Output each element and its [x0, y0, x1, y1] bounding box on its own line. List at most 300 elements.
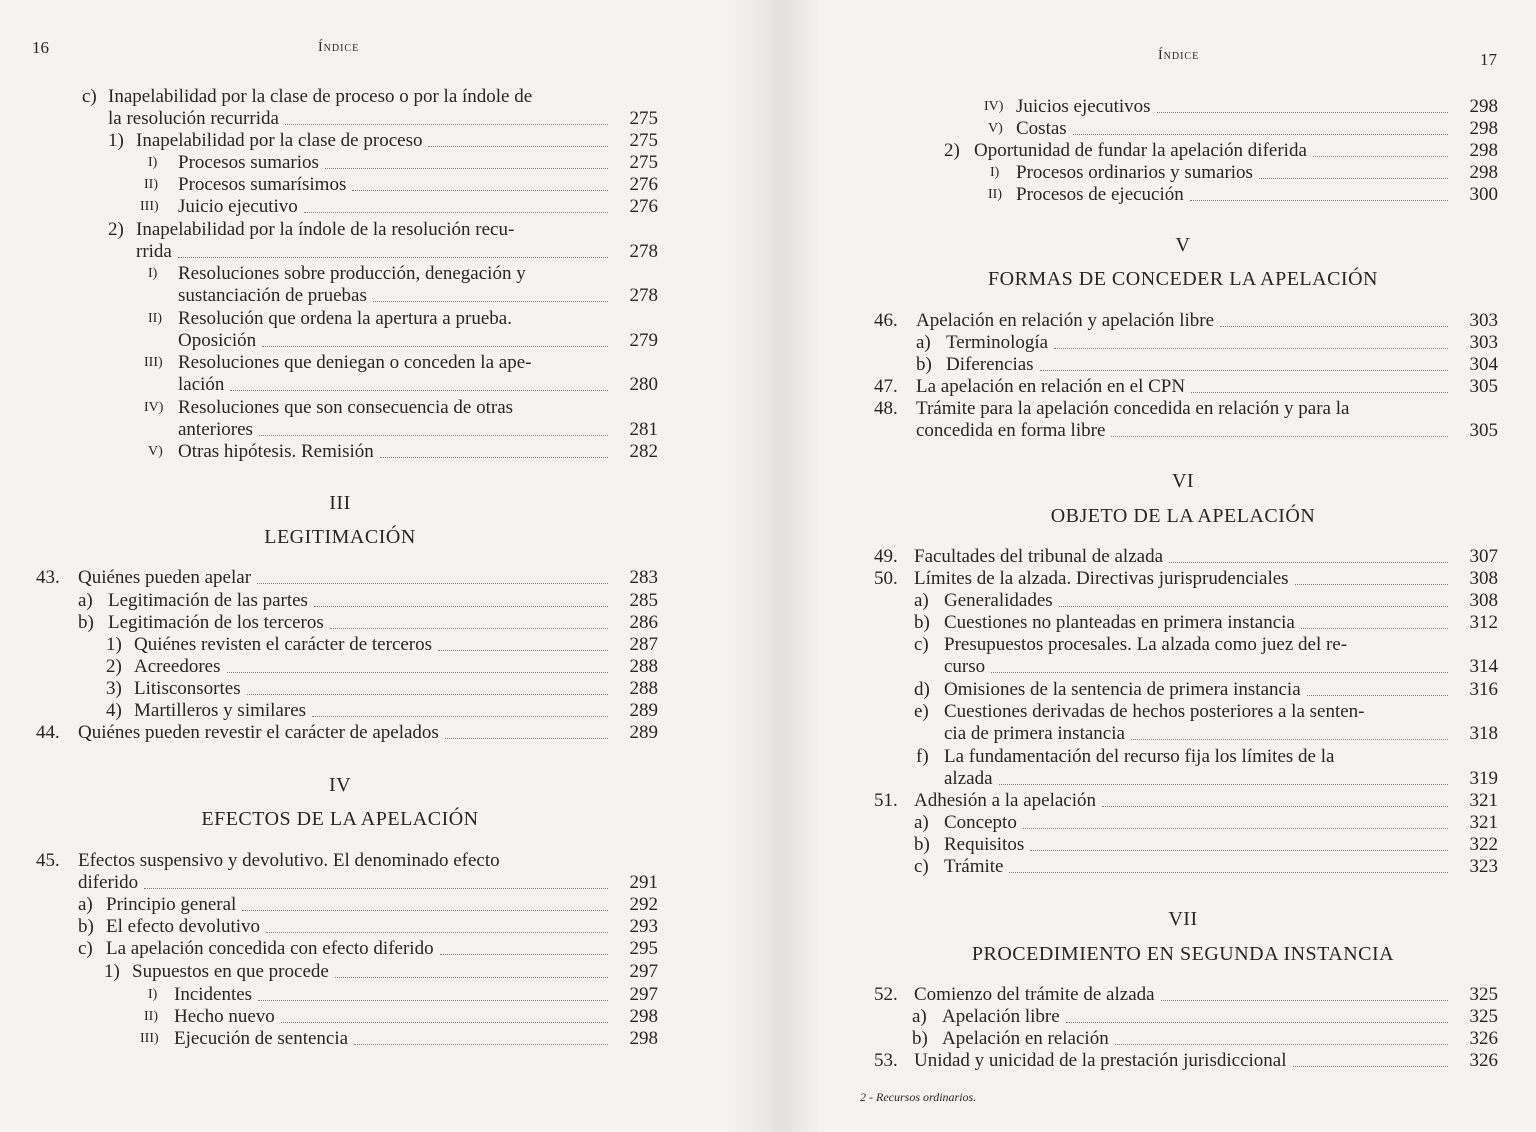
section-title: LEGITIMACIÓN [264, 526, 416, 548]
toc-entry-number: 45. [36, 850, 60, 871]
dot-leader [1131, 739, 1448, 740]
dot-leader [1066, 1022, 1448, 1023]
toc-entry-number: I) [148, 266, 158, 281]
toc-entry-text: Costas [1016, 118, 1067, 139]
dot-leader [1307, 695, 1448, 696]
toc-page-number: 298 [1469, 140, 1498, 161]
toc-entry [916, 376, 1498, 398]
toc-entry-number: 52. [874, 984, 898, 1005]
toc-entry [134, 700, 658, 722]
toc-entry-number: IV) [144, 400, 164, 415]
toc-entry [178, 285, 658, 307]
toc-entry [944, 856, 1498, 878]
toc-entry-text: Diferencias [946, 354, 1034, 375]
dot-leader [428, 146, 607, 147]
toc-entry-text: La apelación en relación en el CPN [916, 376, 1186, 397]
toc-page-number: 319 [1469, 768, 1498, 789]
toc-entry-number: 1) [108, 130, 124, 151]
dot-leader [304, 212, 608, 213]
toc-entry [946, 332, 1498, 354]
toc-entry [178, 352, 658, 374]
toc-entry-text: Legitimación de las partes [108, 590, 308, 611]
dot-leader [285, 124, 608, 125]
toc-page-number: 287 [629, 634, 658, 655]
toc-entry-text: Resolución que ordena la apertura a prueba. [178, 308, 512, 329]
dot-leader [1115, 1044, 1448, 1045]
toc-entry-number: 51. [874, 790, 898, 811]
toc-page-number: 279 [629, 330, 658, 351]
toc-entry-number: c) [82, 86, 97, 107]
toc-page-number: 282 [629, 441, 658, 462]
toc-entry-number: 47. [874, 376, 898, 397]
dot-leader [1313, 156, 1448, 157]
toc-entry [916, 420, 1498, 442]
toc-page-number: 303 [1469, 332, 1498, 353]
toc-page-number: 275 [629, 130, 658, 151]
toc-entry [944, 679, 1498, 701]
toc-entry [178, 397, 658, 419]
toc-entry-number: 1) [104, 961, 120, 982]
toc-entry-text: Inapelabilidad por la clase de proceso o por la índole de [108, 86, 533, 107]
toc-entry-text: Límites de la alzada. Directivas jurisprudenciales [914, 568, 1289, 589]
toc-page-number: 285 [629, 590, 658, 611]
dot-leader [991, 672, 1447, 673]
toc-entry-number: b) [912, 1028, 928, 1049]
toc-entry-text: Supuestos en que procede [132, 961, 329, 982]
right-page [768, 0, 1536, 1132]
toc-entry [78, 567, 658, 589]
toc-entry-number: f) [916, 746, 929, 767]
toc-entry-text: Trámite [944, 856, 1004, 877]
toc-entry-text: Hecho nuevo [174, 1006, 275, 1027]
toc-entry-text: Generalidades [944, 590, 1053, 611]
toc-page-number: 297 [629, 984, 658, 1005]
dot-leader [445, 738, 608, 739]
toc-page-number: 297 [629, 961, 658, 982]
toc-page-number: 316 [1469, 679, 1498, 700]
toc-entry-text: curso [944, 656, 986, 677]
toc-page-number: 326 [1469, 1028, 1498, 1049]
toc-page-number: 280 [629, 374, 658, 395]
toc-page-number: 298 [1469, 96, 1498, 117]
toc-entry-text: Requisitos [944, 834, 1025, 855]
toc-entry-number: 2) [106, 656, 122, 677]
toc-entry-text: Comienzo del trámite de alzada [914, 984, 1155, 1005]
toc-entry-number: 1) [106, 634, 122, 655]
toc-page-number: 325 [1469, 984, 1498, 1005]
toc-entry-number: II) [148, 311, 162, 326]
toc-page-number: 275 [629, 108, 658, 129]
toc-page-number: 300 [1469, 184, 1498, 205]
page-number: 16 [32, 38, 49, 57]
toc-page-number: 298 [1469, 162, 1498, 183]
toc-page-number: 308 [1469, 568, 1498, 589]
toc-entry [78, 850, 658, 872]
toc-entry [944, 746, 1498, 768]
toc-page-number: 298 [629, 1028, 658, 1049]
section-title: PROCEDIMIENTO EN SEGUNDA INSTANCIA [971, 943, 1395, 965]
toc-entry [178, 374, 658, 396]
dot-leader [247, 694, 608, 695]
toc-entry [78, 722, 658, 744]
section-title: EFECTOS DE LA APELACIÓN [201, 808, 479, 830]
toc-entry-number: b) [78, 916, 94, 937]
toc-entry-text: Juicio ejecutivo [178, 196, 298, 217]
section-title: FORMAS DE CONCEDER LA APELACIÓN [988, 268, 1378, 290]
toc-entry [106, 894, 658, 916]
toc-entry [108, 612, 658, 634]
toc-entry [136, 130, 658, 152]
toc-entry-number: II) [988, 187, 1002, 202]
dot-leader [335, 977, 608, 978]
toc-entry [942, 1006, 1498, 1028]
toc-entry-text: Unidad y unicidad de la prestación jurisdiccional [914, 1050, 1287, 1071]
toc-entry-text: Concepto [944, 812, 1017, 833]
section-numeral: VI [1171, 470, 1195, 492]
toc-page-number: 286 [629, 612, 658, 633]
dot-leader [1059, 606, 1448, 607]
toc-entry-text: Procesos sumarísimos [178, 174, 347, 195]
dot-leader [1161, 1000, 1448, 1001]
toc-entry [1016, 162, 1498, 184]
toc-page-number: 305 [1469, 376, 1498, 397]
toc-entry [174, 984, 658, 1006]
toc-page-number: 295 [629, 938, 658, 959]
toc-entry-text: Oportunidad de fundar la apelación diferida [974, 140, 1307, 161]
toc-entry [914, 1050, 1498, 1072]
toc-page-number: 307 [1469, 546, 1498, 567]
toc-entry-number: 46. [874, 310, 898, 331]
dot-leader [1009, 872, 1447, 873]
dot-leader [178, 257, 608, 258]
toc-entry-text: Trámite para la apelación concedida en relación y para la [916, 398, 1350, 419]
toc-entry [914, 984, 1498, 1006]
dot-leader [227, 672, 608, 673]
toc-entry-text: cia de primera instancia [944, 723, 1125, 744]
dot-leader [325, 168, 608, 169]
toc-entry [78, 872, 658, 894]
toc-entry-number: e) [914, 701, 929, 722]
toc-entry-number: V) [148, 444, 163, 459]
dot-leader [1295, 584, 1448, 585]
section-title: OBJETO DE LA APELACIÓN [1050, 505, 1316, 527]
toc-entry-text: Acreedores [134, 656, 221, 677]
toc-entry-text: Resoluciones sobre producción, denegación y [178, 263, 526, 284]
toc-entry-text: Cuestiones no planteadas en primera instancia [944, 612, 1295, 633]
toc-page-number: 278 [629, 241, 658, 262]
toc-entry-text: Oposición [178, 330, 257, 351]
dot-leader [1111, 436, 1447, 437]
toc-entry-text: Procesos de ejecución [1016, 184, 1184, 205]
running-head: Índice [318, 40, 360, 55]
toc-page-number: 275 [629, 152, 658, 173]
section-numeral: IV [328, 774, 352, 796]
toc-entry-text: Resoluciones que son consecuencia de otras [178, 397, 514, 418]
toc-entry-number: a) [912, 1006, 927, 1027]
toc-entry-text: Legitimación de los terceros [108, 612, 324, 633]
toc-entry [178, 196, 658, 218]
toc-entry-text: anteriores [178, 419, 253, 440]
footnote: 2 - Recursos ordinarios. [860, 1090, 977, 1104]
toc-entry [178, 308, 658, 330]
toc-entry-number: I) [148, 987, 158, 1002]
toc-page-number: 303 [1469, 310, 1498, 331]
dot-leader [259, 435, 608, 436]
toc-entry-text: sustanciación de pruebas [178, 285, 367, 306]
toc-entry [106, 938, 658, 960]
toc-entry [944, 723, 1498, 745]
toc-page-number: 312 [1469, 612, 1498, 633]
toc-entry-number: a) [914, 590, 929, 611]
toc-page-number: 318 [1469, 723, 1498, 744]
toc-entry-number: 53. [874, 1050, 898, 1071]
toc-entry-number: 2) [944, 140, 960, 161]
toc-entry-text: La fundamentación del recurso fija los límites de la [944, 746, 1335, 767]
toc-entry-number: I) [148, 155, 158, 170]
toc-entry-number: a) [914, 812, 929, 833]
toc-page-number: 288 [629, 678, 658, 699]
toc-entry-text: Adhesión a la apelación [914, 790, 1097, 811]
toc-entry-text: Principio general [106, 894, 237, 915]
toc-entry [916, 310, 1498, 332]
toc-entry-text: Quiénes pueden apelar [78, 567, 252, 588]
toc-entry [944, 612, 1498, 634]
toc-entry [178, 152, 658, 174]
dot-leader [230, 390, 607, 391]
toc-page-number: 323 [1469, 856, 1498, 877]
dot-leader [330, 628, 608, 629]
toc-page-number: 292 [629, 894, 658, 915]
dot-leader [312, 716, 607, 717]
dot-leader [354, 1044, 607, 1045]
dot-leader [380, 457, 608, 458]
dot-leader [1054, 348, 1447, 349]
toc-entry [944, 634, 1498, 656]
toc-page-number: 289 [629, 722, 658, 743]
toc-entry-text: Quiénes pueden revestir el carácter de apelados [78, 722, 439, 743]
toc-entry-text: rrida [136, 241, 172, 262]
toc-entry [134, 656, 658, 678]
toc-entry [108, 86, 658, 108]
toc-entry-number: 4) [106, 700, 122, 721]
toc-page-number: 293 [629, 916, 658, 937]
dot-leader [262, 346, 607, 347]
toc-entry-number: b) [914, 612, 930, 633]
toc-entry [1016, 184, 1498, 206]
dot-leader [1157, 112, 1448, 113]
toc-entry [944, 768, 1498, 790]
dot-leader [440, 954, 608, 955]
toc-entry-number: 50. [874, 568, 898, 589]
toc-entry-text: Apelación en relación [942, 1028, 1109, 1049]
toc-page-number: 326 [1469, 1050, 1498, 1071]
dot-leader [373, 301, 608, 302]
toc-entry-number: a) [78, 590, 93, 611]
toc-entry-text: concedida en forma libre [916, 420, 1106, 441]
toc-entry-number: III) [144, 355, 163, 370]
toc-entry-number: III) [140, 199, 159, 214]
toc-entry-text: Martilleros y similares [134, 700, 307, 721]
toc-entry-text: Incidentes [174, 984, 253, 1005]
toc-entry-number: c) [914, 634, 929, 655]
toc-entry [134, 678, 658, 700]
toc-entry-number: IV) [984, 99, 1004, 114]
toc-entry-text: Omisiones de la sentencia de primera instancia [944, 679, 1301, 700]
dot-leader [1023, 828, 1448, 829]
section-numeral: III [329, 492, 351, 514]
toc-entry-text: Apelación en relación y apelación libre [916, 310, 1215, 331]
toc-entry [944, 590, 1498, 612]
dot-leader [281, 1022, 608, 1023]
toc-entry [914, 546, 1498, 568]
toc-entry [174, 1006, 658, 1028]
running-head: Índice [1158, 48, 1200, 63]
dot-leader [1293, 1066, 1448, 1067]
toc-entry-text: alzada [944, 768, 993, 789]
section-numeral: VII [1168, 908, 1198, 930]
toc-entry [1016, 118, 1498, 140]
toc-entry-text: Quiénes revisten el carácter de terceros [134, 634, 433, 655]
dot-leader [1220, 326, 1447, 327]
toc-entry [132, 961, 658, 983]
toc-page-number: 278 [629, 285, 658, 306]
toc-entry-text: Facultades del tribunal de alzada [914, 546, 1164, 567]
toc-entry [106, 916, 658, 938]
toc-entry-number: b) [78, 612, 94, 633]
toc-entry-text: Procesos ordinarios y sumarios [1016, 162, 1253, 183]
toc-entry [974, 140, 1498, 162]
toc-entry [944, 812, 1498, 834]
toc-entry-number: II) [144, 177, 158, 192]
dot-leader [1301, 628, 1448, 629]
toc-page-number: 289 [629, 700, 658, 721]
toc-page-number: 308 [1469, 590, 1498, 611]
toc-entry-text: Litisconsortes [134, 678, 241, 699]
toc-entry-text: Cuestiones derivadas de hechos posteriores a la senten- [944, 701, 1365, 722]
toc-entry-number: 44. [36, 722, 60, 743]
toc-entry-number: II) [144, 1009, 158, 1024]
toc-entry-number: 43. [36, 567, 60, 588]
toc-page-number: 288 [629, 656, 658, 677]
toc-page-number: 304 [1469, 354, 1498, 375]
toc-page-number: 283 [629, 567, 658, 588]
toc-entry-text: Procesos sumarios [178, 152, 319, 173]
toc-entry-number: b) [914, 834, 930, 855]
toc-entry [136, 219, 658, 241]
toc-entry-number: 48. [874, 398, 898, 419]
toc-entry [946, 354, 1498, 376]
toc-entry-text: Ejecución de sentencia [174, 1028, 349, 1049]
toc-entry [174, 1028, 658, 1050]
toc-entry [178, 330, 658, 352]
toc-entry [914, 790, 1498, 812]
toc-entry-text: la resolución recurrida [108, 108, 279, 129]
dot-leader [242, 910, 607, 911]
toc-entry-number: V) [988, 121, 1003, 136]
toc-entry-number: a) [916, 332, 931, 353]
toc-entry-text: Inapelabilidad por la índole de la resolución recu- [136, 219, 515, 240]
toc-entry [916, 398, 1498, 420]
toc-entry [178, 174, 658, 196]
toc-entry [944, 656, 1498, 678]
section-numeral: V [1175, 234, 1191, 256]
toc-entry [178, 441, 658, 463]
toc-page-number: 321 [1469, 812, 1498, 833]
toc-entry-text: Apelación libre [942, 1006, 1060, 1027]
toc-entry [1016, 96, 1498, 118]
toc-entry-text: Presupuestos procesales. La alzada como juez del re- [944, 634, 1348, 655]
dot-leader [1073, 134, 1448, 135]
dot-leader [1102, 806, 1447, 807]
dot-leader [352, 190, 607, 191]
toc-page-number: 276 [629, 174, 658, 195]
dot-leader [266, 932, 607, 933]
dot-leader [1259, 178, 1448, 179]
dot-leader [999, 784, 1448, 785]
toc-entry-number: 49. [874, 546, 898, 567]
toc-entry-text: Inapelabilidad por la clase de proceso [136, 130, 423, 151]
dot-leader [144, 888, 607, 889]
toc-entry-text: Juicios ejecutivos [1016, 96, 1151, 117]
toc-entry-number: 3) [106, 678, 122, 699]
toc-entry-text: Resoluciones que deniegan o conceden la ape- [178, 352, 532, 373]
toc-entry [108, 108, 658, 130]
dot-leader [1169, 562, 1447, 563]
toc-entry-text: Efectos suspensivo y devolutivo. El denominado efecto [78, 850, 500, 871]
toc-page-number: 298 [1469, 118, 1498, 139]
dot-leader [438, 650, 607, 651]
toc-entry-text: El efecto devolutivo [106, 916, 261, 937]
page-number: 17 [1480, 50, 1497, 69]
toc-page-number: 321 [1469, 790, 1498, 811]
toc-entry-number: 2) [108, 219, 124, 240]
dot-leader [257, 583, 607, 584]
toc-entry-number: c) [914, 856, 929, 877]
toc-entry [944, 701, 1498, 723]
toc-page-number: 325 [1469, 1006, 1498, 1027]
toc-entry [178, 419, 658, 441]
toc-entry-number: I) [990, 165, 1000, 180]
toc-entry [108, 590, 658, 612]
toc-page-number: 322 [1469, 834, 1498, 855]
dot-leader [1191, 392, 1447, 393]
toc-page-number: 276 [629, 196, 658, 217]
toc-entry-number: d) [914, 679, 930, 700]
toc-page-number: 305 [1469, 420, 1498, 441]
toc-entry-number: c) [78, 938, 93, 959]
toc-entry [178, 263, 658, 285]
toc-entry-text: lación [178, 374, 225, 395]
toc-entry [914, 568, 1498, 590]
toc-entry-text: La apelación concedida con efecto diferido [106, 938, 434, 959]
toc-entry-text: Otras hipótesis. Remisión [178, 441, 374, 462]
toc-entry-text: diferido [78, 872, 139, 893]
dot-leader [1030, 850, 1447, 851]
toc-page-number: 314 [1469, 656, 1498, 677]
toc-page-number: 291 [629, 872, 658, 893]
toc-entry-text: Terminología [946, 332, 1049, 353]
toc-entry-number: a) [78, 894, 93, 915]
toc-entry-number: III) [140, 1031, 159, 1046]
toc-entry [942, 1028, 1498, 1050]
toc-entry-number: b) [916, 354, 932, 375]
toc-entry [136, 241, 658, 263]
toc-page-number: 281 [629, 419, 658, 440]
toc-entry [944, 834, 1498, 856]
dot-leader [1190, 200, 1448, 201]
dot-leader [314, 606, 608, 607]
dot-leader [1040, 370, 1448, 371]
